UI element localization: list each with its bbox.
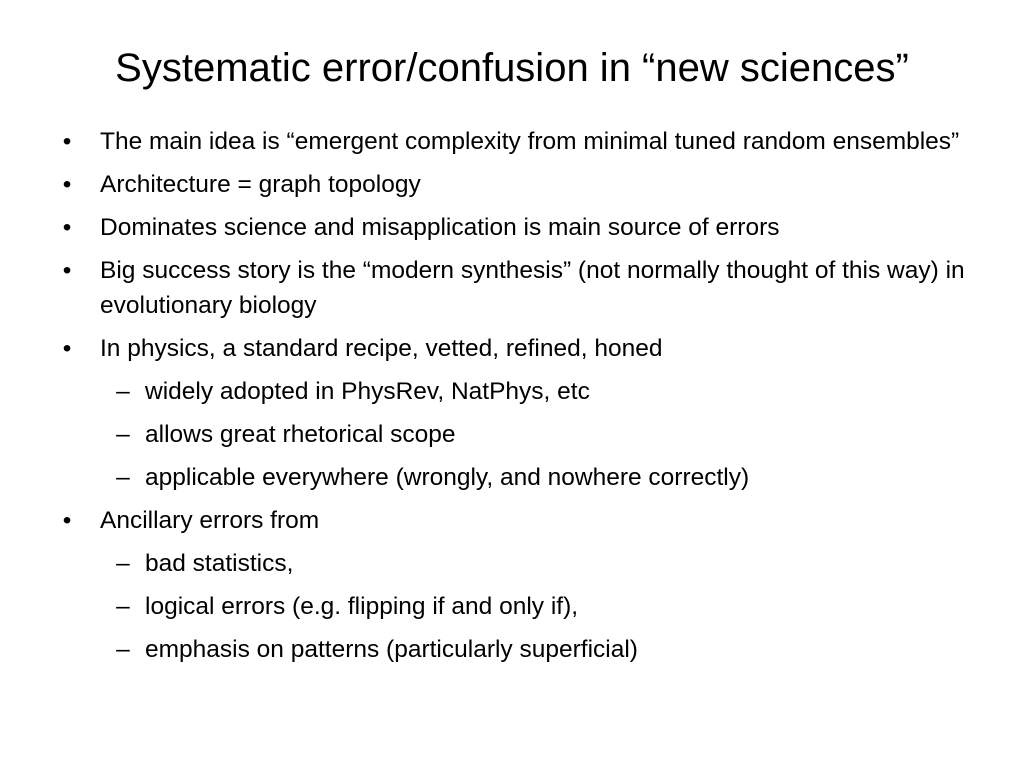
bullet-item — [0, 124, 972, 159]
bullet-text: Ancillary errors from — [100, 507, 320, 534]
sub-bullet-text: emphasis on patterns (particularly superficial) — [145, 636, 638, 663]
bullet-item — [0, 210, 972, 245]
dash-marker: – — [116, 464, 130, 491]
slide-title: Systematic error/confusion in “new sciences” — [115, 46, 909, 90]
sub-bullet-item — [0, 374, 972, 409]
dash-marker: – — [116, 421, 130, 448]
bullet-marker: • — [62, 257, 72, 284]
dash-marker: – — [116, 593, 130, 620]
bullet-marker: • — [62, 171, 72, 198]
sub-bullet-item — [0, 417, 972, 452]
dash-marker: – — [116, 550, 130, 577]
dash-marker: – — [116, 378, 130, 405]
bullet-text: The main idea is “emergent complexity from minimal tuned random ensembles” — [100, 128, 960, 155]
bullet-marker: • — [62, 214, 72, 241]
sub-bullet-text: widely adopted in PhysRev, NatPhys, etc — [145, 378, 590, 405]
bullet-marker: • — [62, 335, 72, 362]
bullet-marker: • — [62, 507, 72, 534]
sub-bullet-item — [0, 589, 972, 624]
dash-marker: – — [116, 636, 130, 663]
sub-bullet-item — [0, 632, 972, 667]
bullet-marker: • — [62, 128, 72, 155]
sub-bullet-text: allows great rhetorical scope — [145, 421, 456, 448]
sub-bullet-text: logical errors (e.g. flipping if and only if), — [145, 593, 579, 620]
bullet-item — [0, 167, 972, 202]
sub-bullet-text: bad statistics, — [145, 550, 294, 577]
sub-bullet-item — [0, 460, 972, 495]
bullet-text: Architecture = graph topology — [100, 171, 421, 198]
sub-bullet-text: applicable everywhere (wrongly, and nowhere correctly) — [145, 464, 750, 491]
bullet-list — [0, 124, 1024, 675]
bullet-text: Big success story is the “modern synthesis” (not normally thought of this way) in evolutionary biology — [100, 257, 965, 319]
bullet-text: In physics, a standard recipe, vetted, refined, honed — [100, 335, 663, 362]
bullet-item — [0, 253, 972, 323]
sub-bullet-item — [0, 546, 972, 581]
bullet-text: Dominates science and misapplication is main source of errors — [100, 214, 780, 241]
bullet-item — [0, 331, 972, 366]
bullet-item — [0, 503, 972, 538]
